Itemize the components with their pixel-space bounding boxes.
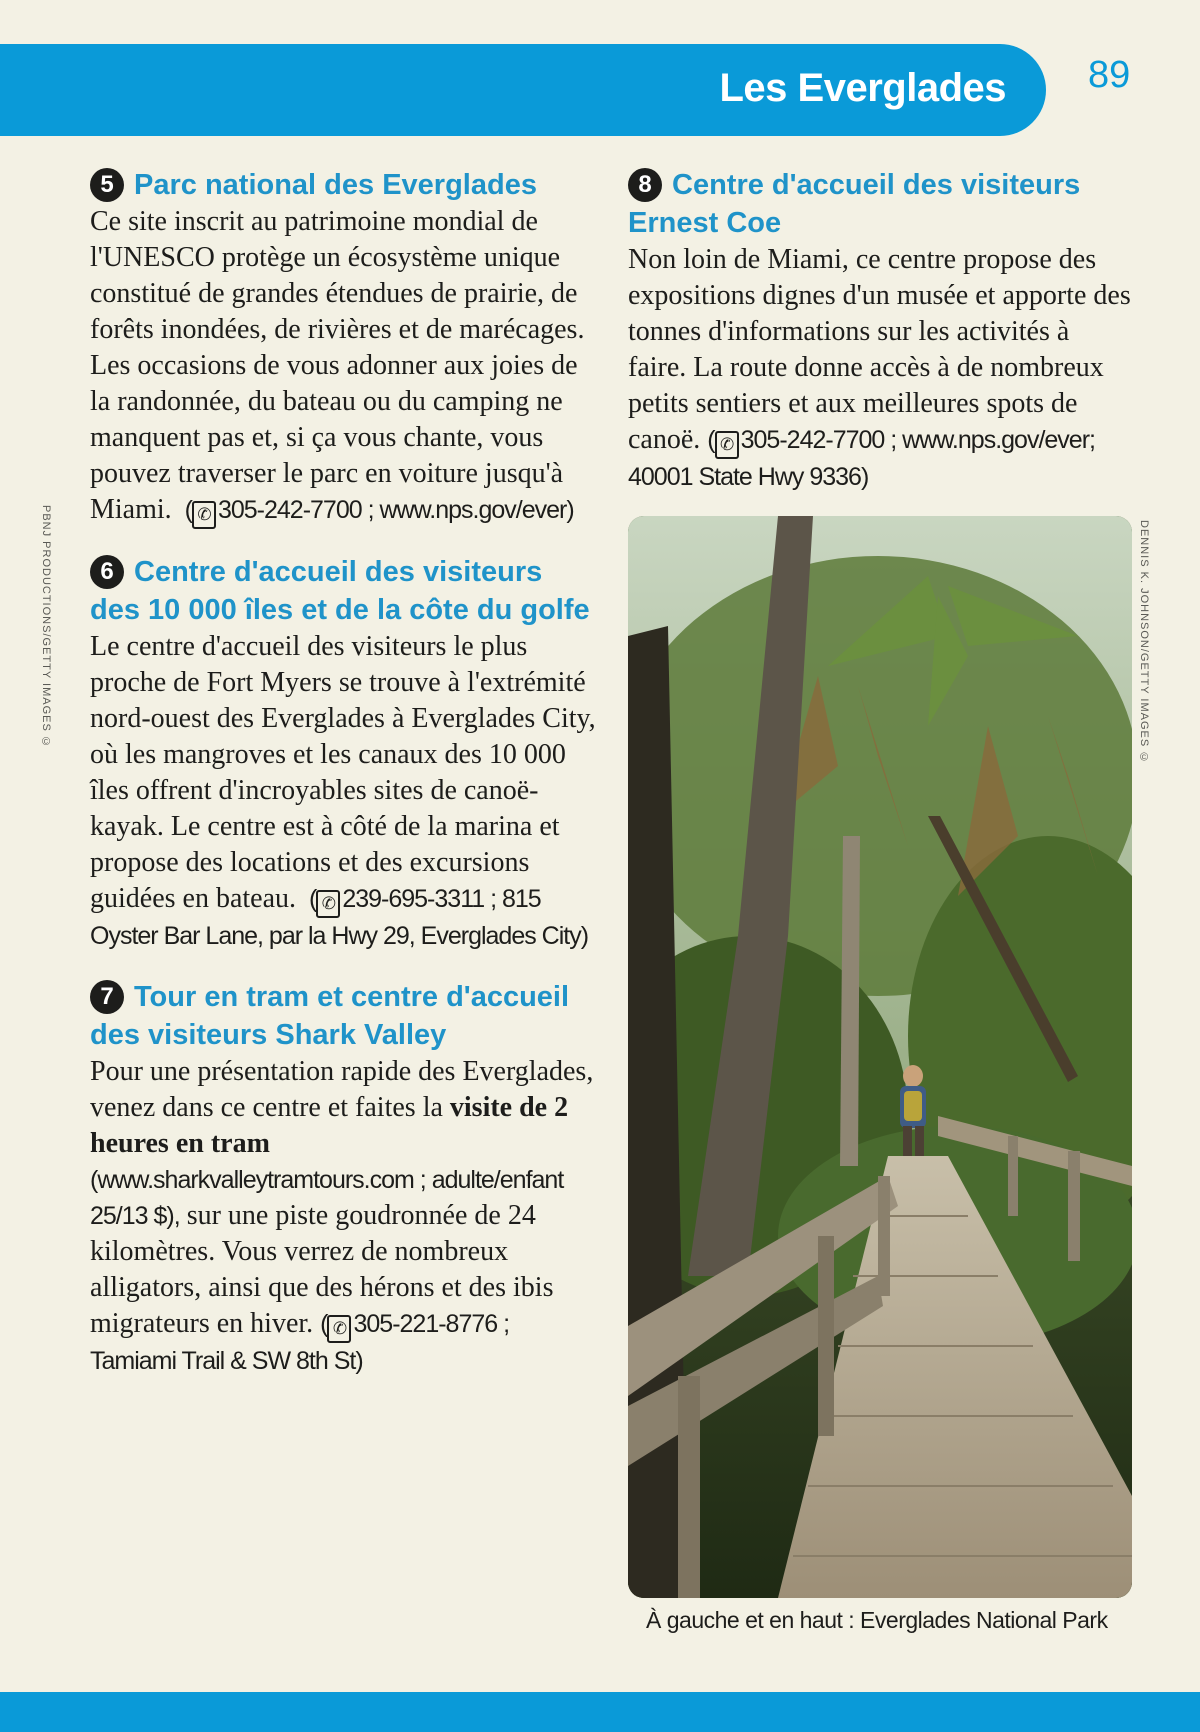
entry-body xyxy=(90,1054,600,1379)
page-title: Les Everglades xyxy=(719,66,1006,110)
entry-5 xyxy=(90,166,600,529)
entry-contact-text: 305-242-7700 ; www.nps.gov/ever) xyxy=(217,496,574,524)
page-number: 89 xyxy=(1088,54,1131,96)
photo-caption: À gauche et en haut : Everglades National Park xyxy=(646,1607,1108,1633)
entry-6 xyxy=(90,553,600,954)
entry-contact: ( ✆ 305-221-8776 ; Tamiami Trail & SW 8th St) xyxy=(90,1310,510,1375)
entry-body-text: Non loin de Miami, ce centre propose des expositions dignes d'un musée et apporte des tonnes d'informations sur les activités à faire. La route donne accès à de nombreux petits sentiers et aux meilleures spots de canoë. xyxy=(628,244,1131,455)
entry-title xyxy=(90,978,600,1054)
right-column xyxy=(628,166,1133,519)
left-column xyxy=(90,166,600,1403)
entry-contact-text: 305-242-7700 ; www.nps.gov/ever; 40001 State Hwy 9336) xyxy=(628,426,1095,491)
entry-number-badge: 5 xyxy=(90,168,124,202)
entry-title-text: Centre d'accueil des visiteurs des 10 000 îles et de la côte du golfe xyxy=(90,556,590,626)
header-band xyxy=(0,44,1046,136)
phone-icon: ✆ xyxy=(715,431,739,459)
entry-title xyxy=(628,166,1133,242)
entry-title xyxy=(90,553,600,629)
phone-icon: ✆ xyxy=(327,1315,351,1343)
entry-contact: ( ✆ 239-695-3311 ; 815 Oyster Bar Lane, par la Hwy 29, Everglades City) xyxy=(90,885,589,950)
entry-title xyxy=(90,166,600,204)
entry-body-bold: visite de 2 heures en tram xyxy=(90,1092,569,1159)
entry-contact-text: 305-221-8776 ; Tamiami Trail & SW 8th St) xyxy=(90,1310,510,1375)
entry-number-badge: 7 xyxy=(90,980,124,1014)
entry-body-text-end: sur une piste goudronnée de 24 kilomètres. Vous verrez de nombreux alligators, ainsi que des hérons et des ibis migrateurs en hiver. xyxy=(90,1200,554,1339)
entry-number-badge: 6 xyxy=(90,555,124,589)
entry-contact: ( ✆ 305-242-7700 ; www.nps.gov/ever) xyxy=(179,496,574,524)
entry-body-text: Le centre d'accueil des visiteurs le plus proche de Fort Myers se trouve à l'extrémité nord-ouest des Everglades à Everglades City, où les mangroves et les canaux des 10 000 îles offrent d'incroyables sites de canoë-kayak. Le centre est à côté de la marina et propose des locations et des excursions guidées en bateau. xyxy=(90,631,596,914)
entry-body-sans: (www.sharkvalleytramtours.com ; adulte/enfant 25/13 $), xyxy=(90,1166,564,1230)
everglades-boardwalk-photo xyxy=(628,516,1132,1598)
entry-body xyxy=(90,204,600,529)
entry-title-text: Parc national des Everglades xyxy=(134,169,537,201)
entry-title-text: Tour en tram et centre d'accueil des visiteurs Shark Valley xyxy=(90,981,570,1051)
entry-title-text: Centre d'accueil des visiteurs Ernest Coe xyxy=(628,169,1081,239)
entry-8 xyxy=(628,166,1133,495)
entry-number-badge: 8 xyxy=(628,168,662,202)
photo-credit-right: DENNIS K. JOHNSON/GETTY IMAGES © xyxy=(1138,520,1150,765)
phone-icon: ✆ xyxy=(192,501,216,529)
entry-7 xyxy=(90,978,600,1379)
entry-body-text: Ce site inscrit au patrimoine mondial de l'UNESCO protège un écosystème unique constitué de grandes étendues de prairie, de forêts inondées, de rivières et de marécages. Les occasions de vous adonner aux joies de la randonnée, du bateau ou du camping ne manquent pas et, si ça vous chante, vous pouvez traverser le parc en voiture jusqu'à Miami. xyxy=(90,206,585,525)
footer-band xyxy=(0,1692,1200,1732)
entry-body xyxy=(90,629,600,954)
entry-contact-text: 239-695-3311 ; 815 Oyster Bar Lane, par la Hwy 29, Everglades City) xyxy=(90,885,589,950)
entry-body xyxy=(628,242,1133,495)
phone-icon: ✆ xyxy=(316,890,340,918)
photo-credit-left: PBNJ PRODUCTIONS/GETTY IMAGES © xyxy=(40,505,52,749)
entry-body-text: Pour une présentation rapide des Everglades, venez dans ce centre et faites la xyxy=(90,1056,594,1123)
entry-contact: ( ✆ 305-242-7700 ; www.nps.gov/ever; 40001 State Hwy 9336) xyxy=(628,426,1095,491)
